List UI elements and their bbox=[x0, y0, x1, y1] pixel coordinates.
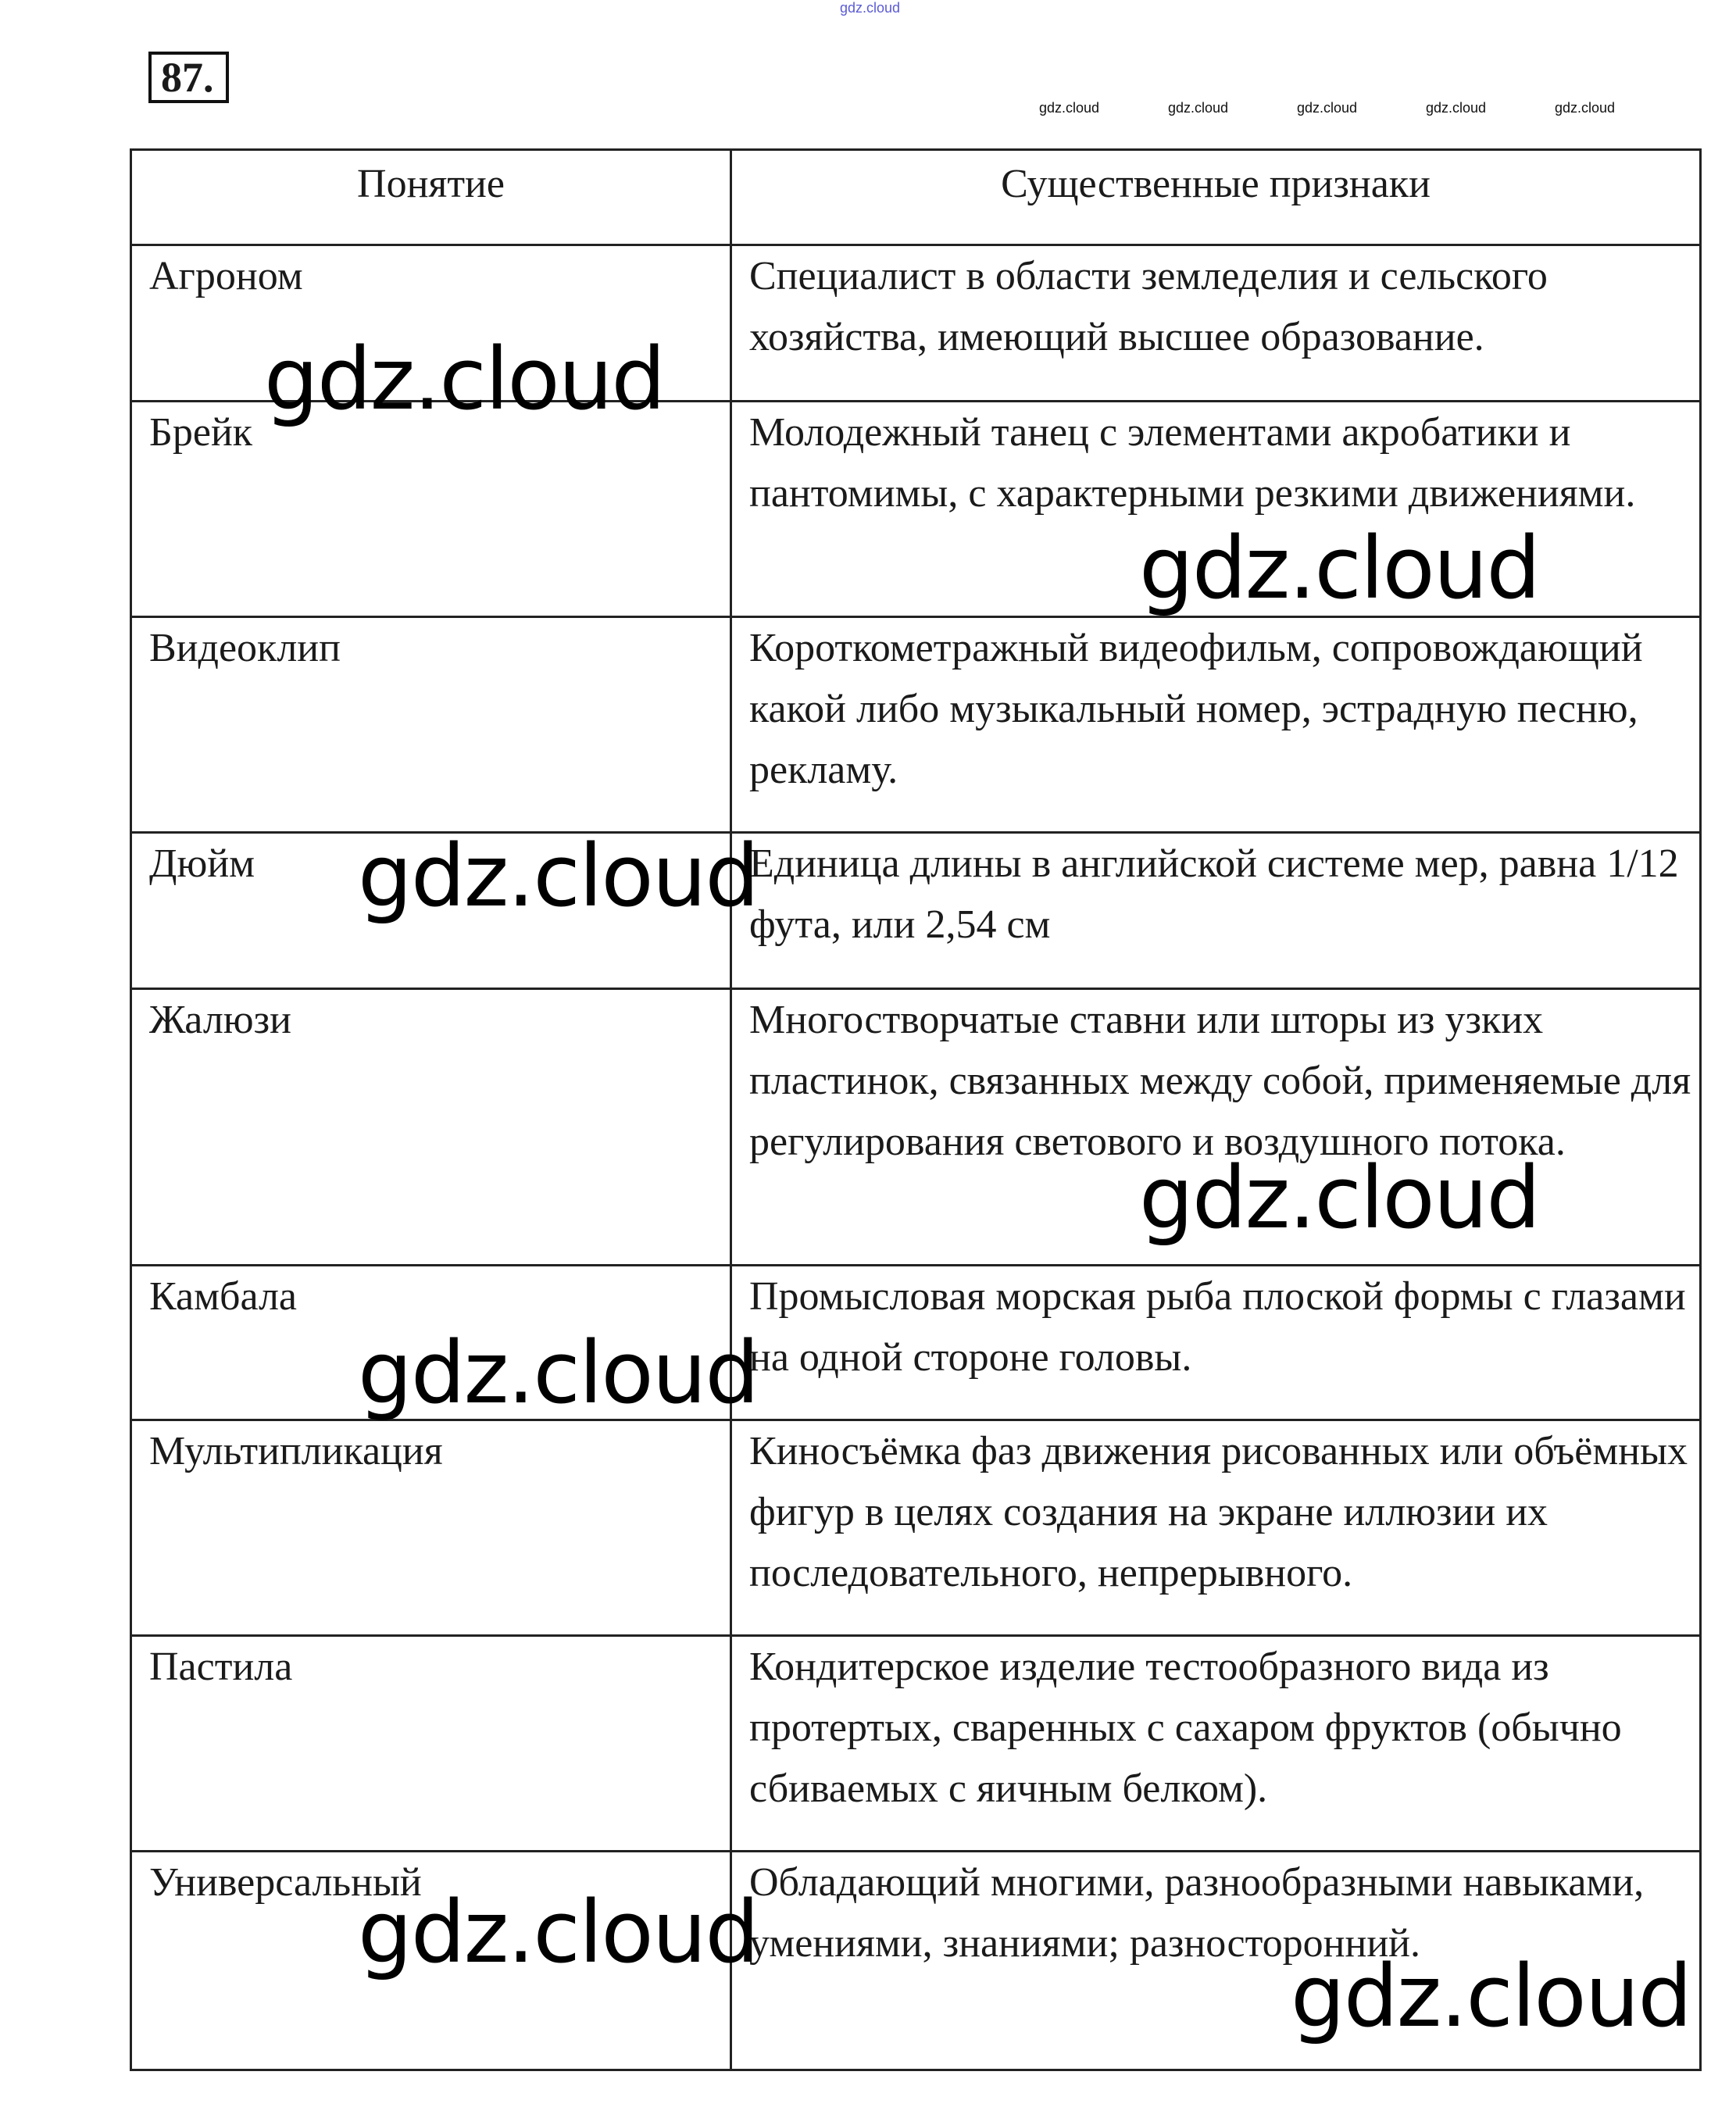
term-cell: Брейк bbox=[131, 402, 731, 617]
definition-cell: Короткометражный видеофильм, сопровождающий какой либо музыкальный номер, эстрадную песню, рекламу. bbox=[731, 617, 1701, 833]
task-number: 87. bbox=[148, 52, 229, 103]
watermark-logo: gdz.cloud bbox=[1139, 1148, 1540, 1248]
small-watermark: gdz.cloud bbox=[1039, 100, 1100, 116]
definition-cell: Обладающий многими, разнообразными навыками, умениями, знаниями; разносторонний. bbox=[731, 1852, 1701, 2070]
table-row bbox=[131, 1636, 1701, 1852]
small-watermark-row bbox=[0, 100, 1736, 123]
concepts-table bbox=[130, 148, 1702, 2071]
term-cell: Камбала bbox=[131, 1266, 731, 1420]
definition-cell: Киносъёмка фаз движения рисованных или объёмных фигур в целях создания на экране иллюзии их последовательного, непрерывного. bbox=[731, 1420, 1701, 1636]
table-row bbox=[131, 402, 1701, 617]
definition-cell: Промысловая морская рыба плоской формы с глазами на одной стороне головы. bbox=[731, 1266, 1701, 1420]
term-cell: Видеоклип bbox=[131, 617, 731, 833]
table-header-row bbox=[131, 150, 1701, 245]
small-watermark: gdz.cloud bbox=[1426, 100, 1487, 116]
term-cell: Жалюзи bbox=[131, 989, 731, 1266]
table-row bbox=[131, 617, 1701, 833]
term-cell: Пастила bbox=[131, 1636, 731, 1852]
column-header-concept: Понятие bbox=[131, 150, 731, 245]
watermark-logo: gdz.cloud bbox=[358, 826, 759, 926]
top-watermark-text: gdz.cloud bbox=[840, 0, 901, 16]
watermark-logo: gdz.cloud bbox=[358, 1323, 759, 1423]
small-watermark: gdz.cloud bbox=[1555, 100, 1616, 116]
small-watermark: gdz.cloud bbox=[1297, 100, 1358, 116]
definition-cell: Специалист в области земледелия и сельского хозяйства, имеющий высшее образование. bbox=[731, 245, 1701, 402]
watermark-logo: gdz.cloud bbox=[1291, 1946, 1691, 2046]
watermark-logo: gdz.cloud bbox=[264, 329, 665, 429]
table-row bbox=[131, 833, 1701, 989]
table-row bbox=[131, 989, 1701, 1266]
table-row bbox=[131, 1420, 1701, 1636]
term-cell: Универсальный bbox=[131, 1852, 731, 2070]
definition-cell: Кондитерское изделие тестообразного вида из протертых, сваренных с сахаром фруктов (обычно сбиваемых с яичным белком). bbox=[731, 1636, 1701, 1852]
term-cell: Агроном bbox=[131, 245, 731, 402]
small-watermark: gdz.cloud bbox=[1168, 100, 1229, 116]
watermark-logo: gdz.cloud bbox=[358, 1882, 759, 1982]
watermark-logo: gdz.cloud bbox=[1139, 518, 1540, 618]
term-cell: Дюйм bbox=[131, 833, 731, 989]
term-cell: Мультипликация bbox=[131, 1420, 731, 1636]
table-row bbox=[131, 1852, 1701, 2070]
table-row bbox=[131, 245, 1701, 402]
column-header-features: Существенные признаки bbox=[731, 150, 1701, 245]
definition-cell: Многостворчатые ставни или шторы из узких пластинок, связанных между собой, применяемые для регулирования светового и воздушного потока. bbox=[731, 989, 1701, 1266]
definition-cell: Молодежный танец с элементами акробатики и пантомимы, с характерными резкими движениями. bbox=[731, 402, 1701, 617]
definition-cell: Единица длины в английской системе мер, равна 1/12 фута, или 2,54 см bbox=[731, 833, 1701, 989]
table-row bbox=[131, 1266, 1701, 1420]
